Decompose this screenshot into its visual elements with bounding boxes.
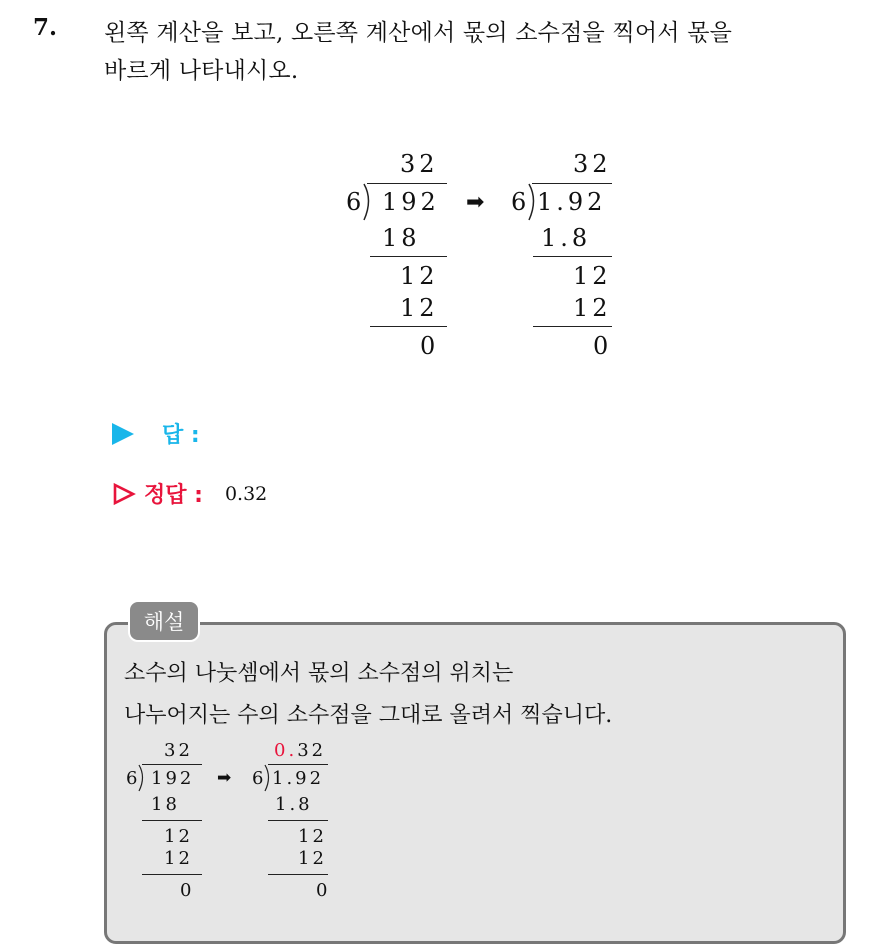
step-line (533, 256, 612, 257)
correct-answer-value: 0.32 (224, 482, 268, 505)
dividend: 1.92 (272, 768, 325, 789)
question-text (104, 14, 864, 90)
divisor: 6 (126, 768, 138, 789)
divisor: 6 (346, 188, 362, 216)
step-subtract: 12 (298, 848, 327, 869)
quotient: 32 (297, 740, 327, 761)
quotient: 32 (164, 740, 193, 761)
division-bar (142, 764, 202, 765)
dividend: 192 (151, 768, 195, 789)
explanation-division-left (124, 740, 204, 900)
answer-label: 답 : (162, 423, 200, 448)
final-remainder: 0 (180, 880, 196, 901)
quotient-with-point (274, 740, 326, 761)
division-bar (367, 183, 447, 184)
step-subtract: 1.8 (275, 794, 313, 815)
step-line (268, 874, 328, 875)
step-line (142, 820, 202, 821)
division-bracket (361, 182, 375, 222)
step-line (370, 256, 447, 257)
explanation-tab: 해설 (128, 600, 200, 642)
explanation-line-1: 소수의 나눗셈에서 몫의 소수점의 위치는 (124, 661, 514, 686)
divisor: 6 (252, 768, 264, 789)
explanation-division-right (250, 740, 330, 900)
arrow-icon: ➡ (217, 768, 232, 788)
question-line-1: 왼쪽 계산을 보고, 오른쪽 계산에서 몫의 소수점을 찍어서 몫을 (104, 20, 733, 46)
step-remainder: 12 (298, 826, 327, 847)
outline-triangle-icon (112, 482, 136, 506)
quotient: 32 (400, 150, 439, 178)
quotient: 32 (573, 150, 612, 178)
final-remainder: 0 (420, 332, 440, 360)
step-line (370, 326, 447, 327)
arrow-icon: ➡ (466, 190, 485, 215)
divisor: 6 (511, 188, 527, 216)
step-line (268, 820, 328, 821)
play-triangle-icon (112, 423, 134, 445)
dividend: 192 (382, 188, 440, 216)
quotient-prefix: 0. (274, 740, 298, 761)
question-line-2: 바르게 나타내시오. (104, 58, 299, 84)
step-subtract: 18 (382, 224, 421, 252)
long-division-left (340, 150, 450, 365)
step-line (142, 874, 202, 875)
correct-answer-label: 정답 : (144, 483, 203, 508)
question-number: 7. (33, 14, 58, 41)
step-line (533, 326, 612, 327)
step-remainder: 12 (400, 262, 439, 290)
step-remainder: 12 (573, 262, 612, 290)
final-remainder: 0 (316, 880, 332, 901)
step-subtract: 12 (400, 294, 439, 322)
explanation-line-2: 나누어지는 수의 소수점을 그대로 올려서 찍습니다. (124, 703, 613, 728)
answer-row (112, 418, 200, 449)
dividend: 1.92 (537, 188, 607, 216)
long-division-right (505, 150, 615, 365)
division-bar (268, 764, 328, 765)
final-remainder: 0 (593, 332, 613, 360)
division-bar (532, 183, 612, 184)
step-subtract: 12 (573, 294, 612, 322)
division-bracket (137, 763, 147, 793)
step-subtract: 12 (164, 848, 193, 869)
step-subtract: 18 (151, 794, 180, 815)
correct-answer-row (112, 478, 267, 509)
step-remainder: 12 (164, 826, 193, 847)
step-subtract: 1.8 (541, 224, 592, 252)
